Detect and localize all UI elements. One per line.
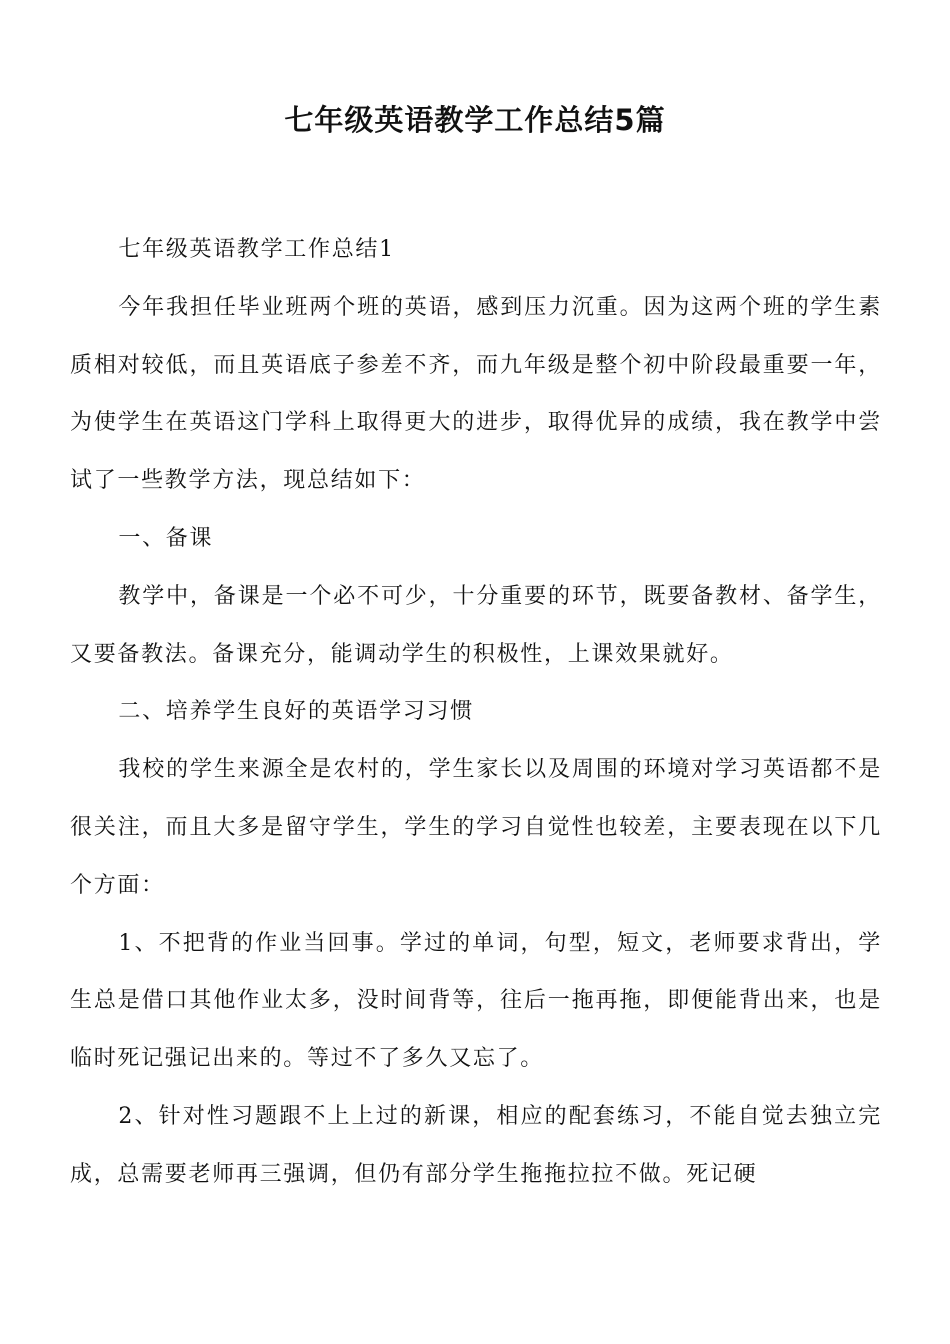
body-paragraph: 教学中，备课是一个必不可少，十分重要的环节，既要备教材、备学生，又要备教法。备课充分，能调动学生的积极性，上课效果就好。 — [70, 583, 882, 667]
body-paragraph: 今年我担任毕业班两个班的英语，感到压力沉重。因为这两个班的学生素质相对较低，而且英语底子参差不齐，而九年级是整个初中阶段最重要一年，为使学生在英语这门学科上取得更大的进步，取得优异的成绩，我在教学中尝试了一些教学方法，现总结如下： — [70, 294, 882, 494]
section-heading: 二、培养学生良好的英语学习习惯 — [118, 699, 474, 725]
document-title: 七年级英语教学工作总结5篇 — [284, 103, 666, 137]
section-heading: 七年级英语教学工作总结1 — [118, 237, 395, 262]
body-paragraph: 1、不把背的作业当回事。学过的单词，句型，短文，老师要求背出，学生总是借口其他作业太多，没时间背等，往后一拖再拖，即便能背出来，也是临时死记强记出来的。等过不了多久又忘了。 — [70, 930, 882, 1072]
section-heading: 一、备课 — [118, 525, 214, 551]
body-paragraph: 2、针对性习题跟不上上过的新课，相应的配套练习，不能自觉去独立完成，总需要老师再三强调，但仍有部分学生拖拖拉拉不做。死记硬 — [70, 1103, 882, 1187]
body-paragraph: 我校的学生来源全是农村的，学生家长以及周围的环境对学习英语都不是很关注，而且大多是留守学生，学生的学习自觉性也较差，主要表现在以下几个方面： — [70, 757, 882, 898]
document-body — [70, 221, 882, 1204]
